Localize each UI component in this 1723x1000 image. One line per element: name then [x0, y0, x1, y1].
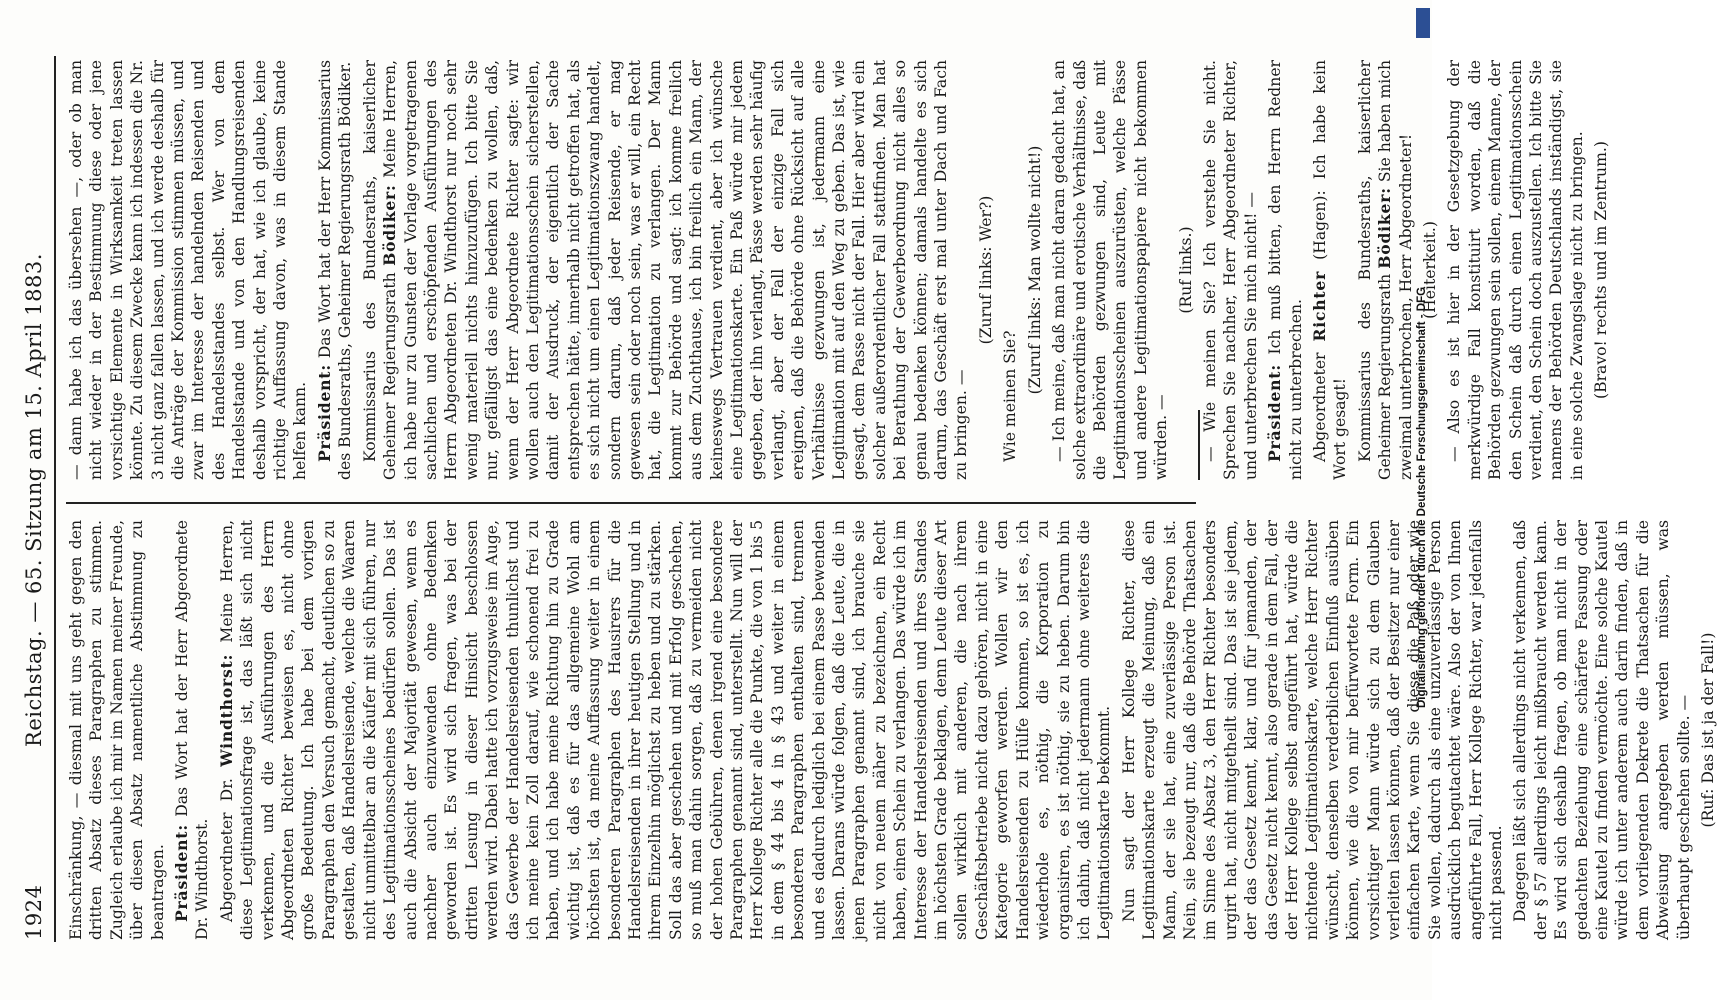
speaker-label: Präsident:	[314, 364, 334, 462]
interjection: (Ruf: Das ist ja der Fall!)	[1699, 632, 1718, 828]
paragraph: Nun sagt der Herr Kollege Richter, diese Legitimationskarte erzeugt die Meinung, daß ein Mann, der sie hat, eine zuverlässige Person ist. Nein, sie bezeugt nur, daß die Behörde Thatsachen im Sinne des Absatz 3, den Herr Richter besonders urgirt hat, nicht mitgetheilt sind. Das ist sie jedem, der das Gesetz kennt, klar, und für jemanden, der das Gesetz nicht kennt, also gerade in dem Fall, der der Herr Kollege selbst angeführt hat, würde die nichtende Legitimationskarte, welche Herr Richter wünscht, denselben verderblichen Einfluß ausüben können, wie die von mir befürwortete Form. Ein vorsichtiger Mann würde sich zu dem Glauben verleiten lassen können, daß der Besitzer nur einer einfachen Karte, wenn Sie diese die Paß oder wie Sie wollen, dadurch als eine unzuverlässige Person ausdrücklich begutachtet wäre. Also der von Ihnen angeführte Fall, Herr Kollege Richter, war jedenfalls nicht passend.	[1119, 520, 1506, 940]
paragraph: — Ich meine, daß man nicht daran gedacht hat, an solche extraordinäre und erotische Verhältnisse, daß die Behörden gezwungen sind, Leute mit Legitimationsscheinen auszurüsten, welche Pässe und andere Legitimationspapiere nicht bekommen würden. —	[1050, 60, 1171, 480]
paragraph: — Also es ist hier in der Gesetzgebung der merkwürdige Fall konstituirt worden, daß die Behörden gezwungen sein sollen, einem Manne, der den Schein daß durch einen Legitimationsschein verdient, den Schein doch auszustellen. Ich bitte Sie namens der Behörden Deutschlands inständigst, sie in eine solche Zwangslage nicht zu bringen.	[1445, 60, 1586, 480]
speaker-label: Präsident:	[172, 824, 192, 922]
session-title: Reichstag. — 65. Sitzung am 15. April 1883.	[22, 253, 46, 747]
paragraph-text: Meine Herren, ich habe nur zu Gunsten der Vorlage vorgetragenen sachlichen und erschöpfenden Ausführungen des Herrn Abgeordneten Dr. Windthorst nur noch sehr wenig materiell nichts hinzuzufügen. Ich bitte Sie nur, gefälligst das eine bedenken zu wollen, daß, wenn der Herr Abgeordnete Richter sagte: wir wollen auch den Legitimationsschein sicherstellen, damit der Ausdruck, der eigentlich der Sache entsprechen hätte, innerhalb nicht getroffen hat, als es sich nicht um einen Legitimationszwang handelt, sondern darum, daß jeder Reisende, er mag gewesen sein oder noch sein, was er will, ein Recht hat, die Legitimation zu verlangen. Der Mann kommt zur Behörde und sagt: ich komme freilich aus dem Zuchthause, ich bin freilich ein Mann, der keineswegs Vertrauen verdient, aber ich wünsche eine Legitimationskarte. Ein Paß würde mir jedem gegeben, der ihn verlangt, Pässe werden sehr häufig verlangt, aber der Fall der einzige Fall sich ereignen, daß die Behörde ohne Rücksicht auf alle Verhältnisse gezwungen ist, jedermann eine Legitimation mit auf den Weg zu geben. Das ist, wie gesagt, dem Passe nicht der Fall. Hier aber wird ein solcher außerordentlicher Fall stattfinden. Man hat bei Berathung der Gewerbeordnung nicht alles so genau bedenken können; damals handelte es sich darum, das Geschäft erst mal unter Dach und Fach zu bringen. —	[381, 60, 971, 480]
paragraph: — dann habe ich das übersehen —, oder ob man nicht wieder in der Bestimmung diese oder jene vorsichtige Elemente in Wirksamkeit treten lassen könnte. Zu diesem Zwecke kann ich indessen die Nr. 3 nicht ganz fallen lassen, und ich werde deshalb für die Anträge der Kommission stimmen müssen, und zwar im Interesse der handelnden Reisenden und des Handelsstandes selbst. Wer von dem Handelsstande und von den Handlungsreisenden deshalb vorspricht, der hat, wie ich glaube, keine richtige Auffassung davon, was in diesem Stande helfen kann.	[67, 60, 310, 480]
paragraph	[172, 520, 213, 940]
speaker-intro: Kommissarius des Bundesraths, kaiserlicher Geheimer Regierungsrath	[360, 60, 400, 480]
speaker-intro: Abgeordneter Dr.	[217, 778, 236, 922]
header-rule	[54, 56, 56, 942]
paragraph	[315, 60, 356, 480]
digitization-credit	[1414, 8, 1432, 708]
speaker-intro: Abgeordneter	[1310, 352, 1329, 462]
speaker-label: Bödiker:	[1375, 187, 1395, 269]
paragraph	[1355, 60, 1416, 480]
paragraph: — Wie meinen Sie? Ich verstehe Sie nicht. Sprechen Sie nachher, Herr Abgeordneter Richter, und unterbrechen Sie mich nicht! —	[1200, 60, 1260, 480]
paragraph	[1265, 60, 1306, 480]
digitization-credit-text: Digitalisierung gefördert durch die Deutsche Forschungsgemeinschaft - DFG	[1416, 286, 1428, 708]
paragraph-text: Meine Herren, diese Legitimationsfrage ist, das läßt sich nicht verkennen, und die Ausführungen des Herrn Abgeordneten Richter beweisen es, nicht ohne große Bedeutung. Ich habe bei dem vorigen Paragraphen den Versuch gemacht, deutlichen so zu gestalten, daß Handelsreisende, welche die Waaren nicht unmittelbar an die Käufer mit sich führen, nur des Legitimationsscheines bedürfen sollen. Das ist auch die Absicht der Majorität gewesen, wenn es nachher auch einzuwenden ohne Bedenken geworden ist. Es wird sich fragen, was bei der dritten Lesung in dieser Hinsicht beschlossen werden wird. Dabei hatte ich vorzugsweise im Auge, das Gewerbe der Handelsreisenden thunlichst und ich meine kein Zoll darauf, wie schonend frei zu haben, und ich habe meine Richtung hin zu Grade wichtig ist, daß es für das allgemeine Wohl am höchsten ist, da meine Auffassung weiter in einem besonderen Paragraphen des Hausirers für die Handelsreisenden in ihrer heutigen Stellung und in ihrem Einzelhin möglichst zu heben und zu stärken. Soll das aber geschehen und mit Erfolg geschehen, so muß man dahin sorgen, daß zu vermeiden nicht der hohen Gebühren, denen irgend eine besondere Paragraphen genannt sind, unterstellt. Nun will der Herr Kollege Richter alle die Punkte, die von 1 bis 5 in dem § 44 bis 4 in § 43 und weiter in einem besonderen Paragraphen enthalten sind, trennen und es dadurch lediglich bei einem Passe bewenden lassen. Darans würde folgen, daß die Leute, die in jenen Paragraphen genannt sind, ich brauche sie nicht von neuem näher zu bezeichnen, ein Recht haben, einen Schein zu verlangen. Das würde ich im Interesse der Handelsreisenden und ihres Standes im höchsten Grade beklagen, denn Leute dieser Art sollen wirklich mit anderen, die nach ihrem Geschäftsbetriebe nicht dazu gehören, nicht in eine Kategorie geworfen werden. Wollen wir den Handelsreisenden zu Hülfe kommen, so ist es, ich wiederhole es, nöthig, die Korporation zu organisiren, es ist nöthig, sie zu heben. Darum bin ich dahin, daß nicht jedermann ohne weiteres die Legitimationskarte bekommt.	[217, 520, 1114, 940]
left-column	[66, 520, 1723, 940]
speaker-label: Präsident:	[1265, 364, 1285, 462]
interjection: (Heiterkeit.)	[1421, 221, 1439, 319]
column-separator	[66, 502, 1196, 504]
running-head	[22, 60, 52, 940]
page-number: 1924	[22, 884, 46, 940]
end-rule	[1198, 410, 1200, 480]
interjection: (Bravo! rechts und im Zentrum.)	[1592, 141, 1611, 399]
paragraph-text: Ich muß bitten, den Herrn Redner nicht zu unterbrechen.	[1266, 60, 1305, 480]
right-column	[66, 60, 1616, 480]
paragraph: Dagegen läßt sich allerdings nicht verkennen, daß der § 57 allerdings leicht mißbraucht werden kann. Es wird sich deshalb fragen, ob man nicht in der gedachten Beziehung eine schärfere Fassung oder eine Kautel zu finden vermöchte. Eine solche Kautel würde ich unter anderem auch darin finden, daß in dem vorliegenden Dekrete die Thatsachen für die Abweisung angegeben werden müssen, was überhaupt geschehen sollte. —	[1511, 520, 1693, 940]
paragraph-text: Das Wort hat der Herr Abgeordnete Dr. Windthorst.	[173, 520, 212, 940]
paragraph-text: Sie haben mich zweimal unterbrochen, Herr Abgeordneter!	[1376, 60, 1415, 480]
speaker-intro: Kommissarius des Bundesraths, kaiserlicher Geheimer Regierungsrath	[1355, 60, 1395, 480]
interjection: (Ruf links.)	[1176, 226, 1195, 314]
paragraph	[217, 520, 1115, 940]
interjection: (Zuruf links: Man wollte nicht!)	[1025, 145, 1044, 395]
paragraph: Einschränkung, — diesmal mit uns geht gegen den dritten Absatz dieses Paragraphen zu stimmen. Zugleich erlaube ich mir im Namen meiner Freunde, über diesen Absatz namentliche Abstimmung zu beantragen.	[67, 520, 167, 940]
speaker-label: Bödiker:	[380, 184, 400, 266]
speaker-label: Windthorst:	[216, 653, 236, 767]
paragraph: Wie meinen Sie?	[1001, 330, 1020, 462]
paragraph-text: (Hagen): Ich habe kein Wort gesagt!	[1310, 60, 1350, 480]
speaker-label: Richter	[1309, 270, 1329, 342]
paragraph-text: Das Wort hat der Herr Kommissarius des Bundesraths, Geheimer Regierungsrath Bödiker.	[315, 59, 355, 480]
interjection: (Zuruf links: Wer?)	[976, 195, 995, 345]
paragraph	[360, 60, 972, 480]
paragraph	[1310, 60, 1351, 480]
